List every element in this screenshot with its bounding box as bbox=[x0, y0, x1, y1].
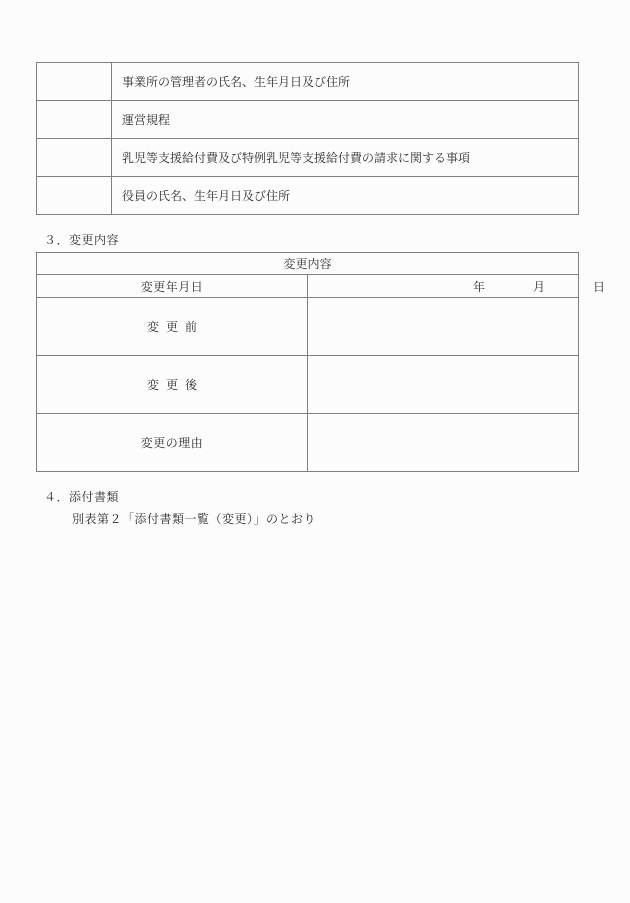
after-label-cell bbox=[37, 356, 308, 414]
change-date-value-cell[interactable] bbox=[308, 275, 606, 298]
table-row bbox=[37, 63, 579, 101]
item-text-cell: 運営規程 bbox=[112, 101, 579, 139]
table-row-before bbox=[37, 298, 579, 356]
date-fields bbox=[308, 275, 606, 297]
before-value-cell[interactable] bbox=[308, 298, 579, 356]
after-label: 変更後 bbox=[146, 378, 204, 392]
item-mark-cell[interactable] bbox=[37, 177, 112, 215]
table-row bbox=[37, 139, 579, 177]
reason-label-cell bbox=[37, 414, 308, 472]
section-4-heading: ４．添付書類 bbox=[44, 490, 120, 504]
items-table bbox=[36, 62, 579, 215]
table-row-after bbox=[37, 356, 579, 414]
table-row-title bbox=[37, 253, 579, 275]
date-day-marker: 日 bbox=[593, 280, 606, 294]
date-year-marker: 年 bbox=[473, 280, 486, 294]
item-mark-cell[interactable] bbox=[37, 101, 112, 139]
change-date-label: 変更年月日 bbox=[140, 279, 204, 294]
table-row bbox=[37, 101, 579, 139]
before-label-cell bbox=[37, 298, 308, 356]
item-mark-cell[interactable] bbox=[37, 139, 112, 177]
table-row bbox=[37, 177, 579, 215]
item-text-cell: 役員の氏名、生年月日及び住所 bbox=[112, 177, 579, 215]
change-content-table bbox=[36, 252, 606, 472]
section-3-heading: ３．変更内容 bbox=[44, 233, 120, 247]
item-text-cell: 事業所の管理者の氏名、生年月日及び住所 bbox=[112, 63, 579, 101]
attachments-reference-line: 別表第２「添付書類一覧（変更）」のとおり bbox=[72, 512, 317, 526]
change-content-title-cell: 変更内容 bbox=[37, 253, 579, 275]
item-mark-cell[interactable] bbox=[37, 63, 112, 101]
reason-label: 変更の理由 bbox=[140, 436, 204, 450]
table-row-reason bbox=[37, 414, 579, 472]
after-value-cell[interactable] bbox=[308, 356, 579, 414]
table-row-date bbox=[37, 275, 579, 298]
change-date-label-cell bbox=[37, 275, 308, 298]
reason-value-cell[interactable] bbox=[308, 414, 579, 472]
before-label: 変更前 bbox=[146, 320, 204, 334]
item-text-cell: 乳児等支援給付費及び特例乳児等支援給付費の請求に関する事項 bbox=[112, 139, 579, 177]
date-month-marker: 月 bbox=[533, 280, 546, 294]
